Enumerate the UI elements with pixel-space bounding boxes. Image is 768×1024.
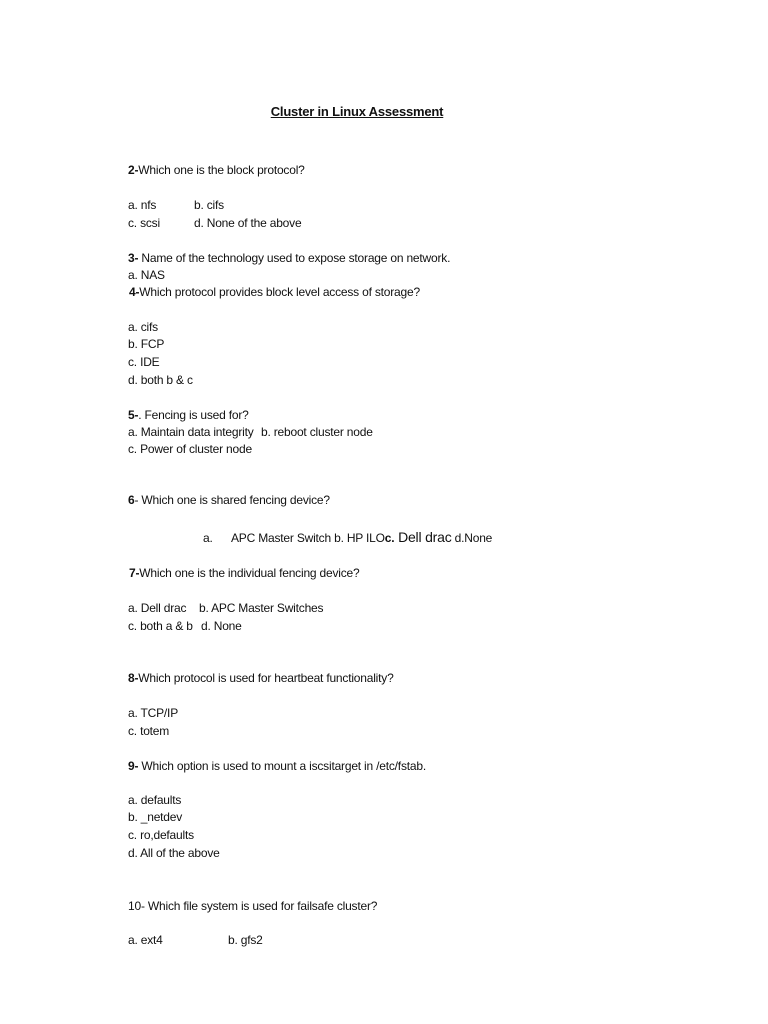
question-8	[128, 671, 394, 685]
question-8-option-a: a. TCP/IP	[128, 706, 178, 720]
question-7	[129, 566, 359, 580]
option-b: b. reboot cluster node	[261, 425, 373, 439]
question-number: 5-	[128, 408, 139, 422]
question-9	[128, 759, 426, 773]
question-3	[128, 251, 450, 265]
question-text: Which one is the block protocol?	[138, 163, 305, 177]
question-10	[128, 899, 377, 913]
option-a: a. ext4	[128, 933, 163, 947]
question-number: 9-	[128, 759, 139, 773]
question-number: 8-	[128, 671, 139, 685]
option-c-marker: c.	[384, 531, 395, 545]
question-number: 2-	[128, 163, 139, 177]
question-text: Which protocol is used for heartbeat functionality?	[138, 671, 394, 685]
question-number: 10-	[128, 899, 145, 913]
page-title: Cluster in Linux Assessment	[270, 104, 444, 119]
option-b: b. cifs	[194, 198, 224, 212]
question-5-options-row-1	[128, 425, 373, 439]
option-c: c. scsi	[128, 216, 160, 230]
option-a-marker: a.	[203, 531, 213, 545]
option-d: d. None of the above	[194, 216, 302, 230]
question-number: 3-	[128, 251, 139, 265]
question-7-options-row-1	[128, 601, 323, 615]
question-2-options-row-1	[128, 198, 224, 212]
question-text: - Which one is shared fencing device?	[134, 493, 330, 507]
question-4-option-c: c. IDE	[128, 355, 160, 369]
question-5	[128, 408, 249, 422]
question-text: Which protocol provides block level access of storage?	[139, 285, 420, 299]
question-text: Which option is used to mount a iscsitarget in /etc/fstab.	[138, 759, 426, 773]
question-9-option-b: b. _netdev	[128, 810, 183, 824]
option-c: c. both a & b	[128, 619, 193, 633]
question-number: 6	[128, 493, 135, 507]
question-4	[129, 285, 420, 299]
question-10-options-row-1	[128, 933, 263, 947]
question-2-options-row-2	[128, 216, 301, 230]
question-text: Name of the technology used to expose storage on network.	[138, 251, 451, 265]
question-4-option-b: b. FCP	[128, 337, 165, 351]
option-a: a. Dell drac	[128, 601, 187, 615]
question-9-option-d: d. All of the above	[128, 846, 220, 860]
option-b: b. gfs2	[228, 933, 263, 947]
question-7-options-row-2	[128, 619, 242, 633]
question-3-option-a: a. NAS	[128, 268, 165, 282]
question-text: Which one is the individual fencing device?	[139, 566, 360, 580]
question-6	[128, 493, 330, 507]
question-9-option-c: c. ro,defaults	[128, 828, 194, 842]
question-6-options	[203, 530, 492, 545]
option-d: d. None	[201, 619, 242, 633]
option-c-text: Dell drac	[394, 529, 452, 545]
question-9-option-a: a. defaults	[128, 793, 182, 807]
question-5-option-c: c. Power of cluster node	[128, 442, 252, 456]
option-a-text: APC Master Switch b. HP ILO	[231, 531, 385, 545]
question-8-option-c: c. totem	[128, 724, 170, 738]
question-number: 4-	[129, 285, 140, 299]
option-a: a. nfs	[128, 198, 157, 212]
question-number: 7-	[129, 566, 140, 580]
question-4-option-d: d. both b & c	[128, 373, 193, 387]
question-2	[128, 163, 305, 177]
option-d-text: d.None	[451, 531, 493, 545]
option-b: b. APC Master Switches	[199, 601, 324, 615]
question-text: Which file system is used for failsafe cluster?	[144, 899, 378, 913]
question-text: . Fencing is used for?	[138, 408, 249, 422]
question-4-option-a: a. cifs	[128, 320, 158, 334]
option-a: a. Maintain data integrity	[128, 425, 254, 439]
